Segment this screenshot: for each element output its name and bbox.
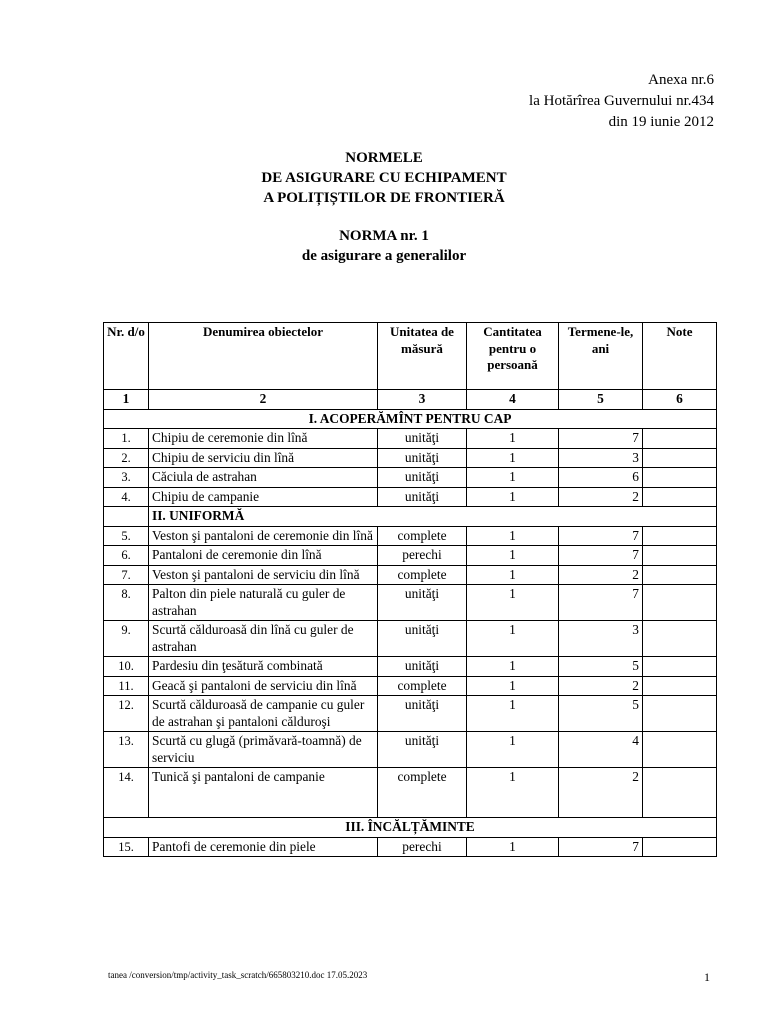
- annex-decision: la Hotărîrea Guvernului nr.434: [529, 93, 714, 109]
- row-notes: [643, 526, 717, 546]
- row-name: Scurtă călduroasă de campanie cu guler de astrahan şi pantaloni călduroşi: [149, 696, 378, 732]
- row-nr: 2.: [104, 448, 149, 468]
- document-title: [0, 148, 768, 208]
- row-unit: unităţi: [378, 429, 467, 449]
- row-unit: unităţi: [378, 487, 467, 507]
- row-notes: [643, 768, 717, 818]
- table-row: [104, 585, 717, 621]
- row-name: Căciula de astrahan: [149, 468, 378, 488]
- table-row: [104, 696, 717, 732]
- row-nr: 13.: [104, 732, 149, 768]
- row-term: 2: [559, 487, 643, 507]
- row-notes: [643, 837, 717, 857]
- row-notes: [643, 565, 717, 585]
- row-term: 7: [559, 837, 643, 857]
- table-row: [104, 657, 717, 677]
- section-title: I. ACOPERĂMÎNT PENTRU CAP: [104, 409, 717, 429]
- row-qty: 1: [467, 732, 559, 768]
- row-notes: [643, 696, 717, 732]
- row-unit: unităţi: [378, 657, 467, 677]
- row-unit: unităţi: [378, 696, 467, 732]
- row-nr: 10.: [104, 657, 149, 677]
- row-term: 2: [559, 565, 643, 585]
- row-notes: [643, 657, 717, 677]
- row-notes: [643, 429, 717, 449]
- table-row: [104, 621, 717, 657]
- table-row: [104, 526, 717, 546]
- row-nr: 4.: [104, 487, 149, 507]
- row-qty: 1: [467, 546, 559, 566]
- row-unit: unităţi: [378, 621, 467, 657]
- row-name: Veston şi pantaloni de serviciu din lînă: [149, 565, 378, 585]
- row-nr: 5.: [104, 526, 149, 546]
- annex-header: [529, 70, 714, 133]
- row-term: 3: [559, 621, 643, 657]
- row-nr: 11.: [104, 676, 149, 696]
- colnum-3: 3: [378, 390, 467, 410]
- row-notes: [643, 448, 717, 468]
- table-row: [104, 732, 717, 768]
- annex-number: Anexa nr.6: [648, 72, 714, 88]
- row-notes: [643, 732, 717, 768]
- table-row: [104, 768, 717, 818]
- table-row: [104, 676, 717, 696]
- row-name: Pantaloni de ceremonie din lînă: [149, 546, 378, 566]
- row-term: 4: [559, 732, 643, 768]
- table-row: [104, 448, 717, 468]
- row-notes: [643, 546, 717, 566]
- row-name: Pantofi de ceremonie din piele: [149, 837, 378, 857]
- table-row: [104, 429, 717, 449]
- row-qty: 1: [467, 468, 559, 488]
- row-qty: 1: [467, 565, 559, 585]
- table-row: [104, 546, 717, 566]
- row-notes: [643, 621, 717, 657]
- row-name: Chipiu de serviciu din lînă: [149, 448, 378, 468]
- row-nr: 8.: [104, 585, 149, 621]
- row-qty: 1: [467, 696, 559, 732]
- row-qty: 1: [467, 585, 559, 621]
- row-unit: unităţi: [378, 732, 467, 768]
- table-row: [104, 468, 717, 488]
- title-line-3: A POLIȚIȘTILOR DE FRONTIERĂ: [263, 190, 505, 206]
- title-line-2: DE ASIGURARE CU ECHIPAMENT: [261, 170, 507, 186]
- row-name: Veston şi pantaloni de ceremonie din lînă: [149, 526, 378, 546]
- row-notes: [643, 585, 717, 621]
- row-unit: perechi: [378, 837, 467, 857]
- row-name: Chipiu de ceremonie din lînă: [149, 429, 378, 449]
- table-header-row: [104, 323, 717, 390]
- row-term: 6: [559, 468, 643, 488]
- row-unit: unităţi: [378, 468, 467, 488]
- table-row: [104, 565, 717, 585]
- row-term: 3: [559, 448, 643, 468]
- page-number: 1: [704, 970, 710, 984]
- row-qty: 1: [467, 448, 559, 468]
- norm-number: NORMA nr. 1: [339, 228, 429, 244]
- row-nr: 9.: [104, 621, 149, 657]
- row-qty: 1: [467, 657, 559, 677]
- row-name: Pardesiu din ţesătură combinată: [149, 657, 378, 677]
- table-row: [104, 487, 717, 507]
- norm-subtitle: de asigurare a generalilor: [301, 248, 467, 264]
- row-unit: unităţi: [378, 585, 467, 621]
- row-qty: 1: [467, 429, 559, 449]
- row-nr: 1.: [104, 429, 149, 449]
- row-nr: 12.: [104, 696, 149, 732]
- header-term: Termene-le, ani: [559, 323, 643, 390]
- row-name: Palton din piele naturală cu guler de astrahan: [149, 585, 378, 621]
- header-name: Denumirea obiectelor: [149, 323, 378, 390]
- row-unit: unităţi: [378, 448, 467, 468]
- row-qty: 1: [467, 768, 559, 818]
- row-nr: 14.: [104, 768, 149, 818]
- row-term: 5: [559, 657, 643, 677]
- row-unit: complete: [378, 676, 467, 696]
- row-notes: [643, 676, 717, 696]
- colnum-5: 5: [559, 390, 643, 410]
- row-qty: 1: [467, 837, 559, 857]
- header-notes: Note: [643, 323, 717, 390]
- row-term: 2: [559, 676, 643, 696]
- header-unit: Unitatea de măsură: [378, 323, 467, 390]
- footer-file-path: tanea /conversion/tmp/activity_task_scratch/665803210.doc 17.05.2023: [108, 970, 368, 980]
- header-nr: Nr. d/o: [104, 323, 149, 390]
- section-title: III. ÎNCĂLȚĂMINTE: [104, 818, 717, 838]
- row-notes: [643, 487, 717, 507]
- row-name: Chipiu de campanie: [149, 487, 378, 507]
- row-term: 7: [559, 546, 643, 566]
- row-term: 2: [559, 768, 643, 818]
- norm-title: [0, 226, 768, 266]
- row-term: 7: [559, 526, 643, 546]
- colnum-2: 2: [149, 390, 378, 410]
- row-term: 7: [559, 585, 643, 621]
- row-qty: 1: [467, 676, 559, 696]
- row-unit: perechi: [378, 546, 467, 566]
- row-notes: [643, 468, 717, 488]
- row-qty: 1: [467, 621, 559, 657]
- table-row: [104, 837, 717, 857]
- row-name: Scurtă cu glugă (primăvară-toamnă) de serviciu: [149, 732, 378, 768]
- row-name: Geacă şi pantaloni de serviciu din lînă: [149, 676, 378, 696]
- row-unit: complete: [378, 526, 467, 546]
- colnum-6: 6: [643, 390, 717, 410]
- row-term: 5: [559, 696, 643, 732]
- annex-date: din 19 iunie 2012: [608, 114, 714, 130]
- row-name: Scurtă călduroasă din lînă cu guler de astrahan: [149, 621, 378, 657]
- section-spacer: [104, 507, 149, 527]
- column-number-row: [104, 390, 717, 410]
- row-unit: complete: [378, 768, 467, 818]
- section-row: [104, 818, 717, 838]
- row-unit: complete: [378, 565, 467, 585]
- row-qty: 1: [467, 487, 559, 507]
- row-nr: 3.: [104, 468, 149, 488]
- equipment-table: [103, 322, 717, 857]
- row-nr: 6.: [104, 546, 149, 566]
- section-row: [104, 409, 717, 429]
- title-line-1: NORMELE: [345, 150, 423, 166]
- section-row: [104, 507, 717, 527]
- colnum-1: 1: [104, 390, 149, 410]
- row-term: 7: [559, 429, 643, 449]
- row-name: Tunică şi pantaloni de campanie: [149, 768, 378, 818]
- section-title: II. UNIFORMĂ: [149, 507, 717, 527]
- colnum-4: 4: [467, 390, 559, 410]
- row-nr: 7.: [104, 565, 149, 585]
- row-nr: 15.: [104, 837, 149, 857]
- row-qty: 1: [467, 526, 559, 546]
- header-qty: Cantitatea pentru o persoană: [467, 323, 559, 390]
